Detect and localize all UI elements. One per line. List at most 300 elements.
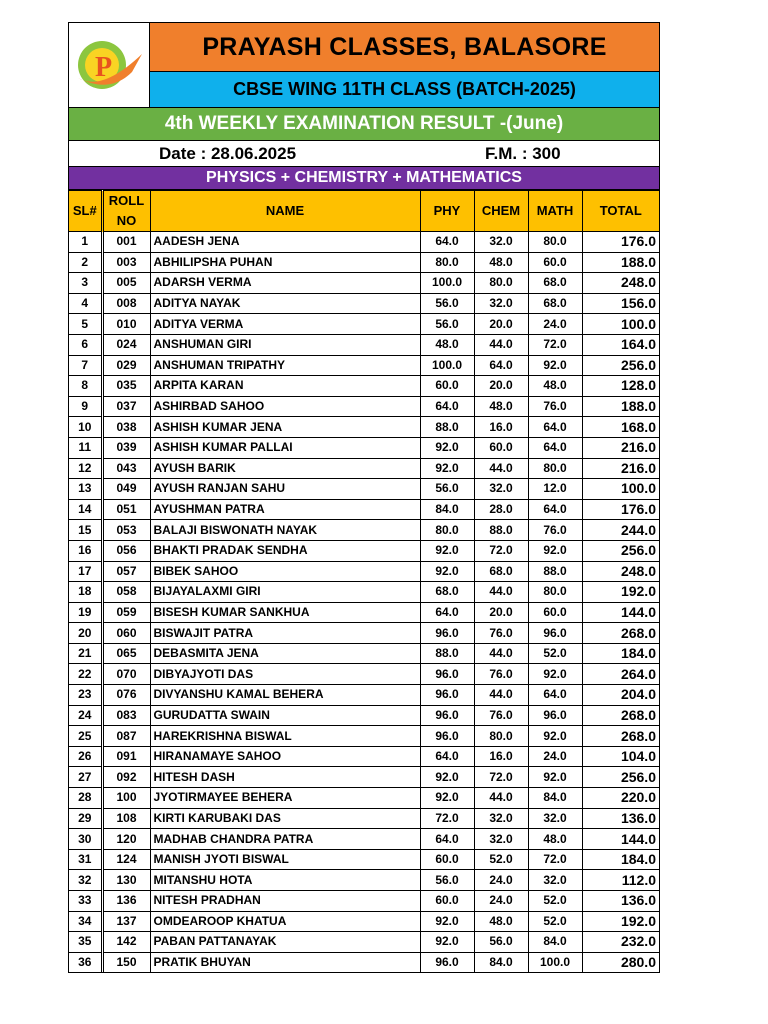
cell-math: 96.0 (528, 623, 582, 644)
table-row (69, 314, 659, 335)
cell-total: 244.0 (582, 520, 659, 541)
cell-roll: 076 (102, 685, 150, 706)
header-titles (150, 23, 659, 107)
table-row (69, 911, 659, 932)
cell-math: 24.0 (528, 314, 582, 335)
cell-chem: 44.0 (474, 582, 528, 603)
cell-roll: 059 (102, 602, 150, 623)
cell-chem: 44.0 (474, 685, 528, 706)
batch-title: CBSE WING 11TH CLASS (BATCH-2025) (150, 72, 659, 107)
table-row (69, 602, 659, 623)
col-math: MATH (528, 191, 582, 232)
cell-math: 48.0 (528, 829, 582, 850)
cell-total: 184.0 (582, 849, 659, 870)
table-row (69, 788, 659, 809)
cell-sl: 3 (69, 273, 102, 294)
cell-name: HIRANAMAYE SAHOO (150, 746, 420, 767)
cell-roll: 043 (102, 458, 150, 479)
cell-roll: 124 (102, 849, 150, 870)
cell-phy: 92.0 (420, 540, 474, 561)
table-row (69, 437, 659, 458)
cell-sl: 9 (69, 396, 102, 417)
cell-total: 184.0 (582, 643, 659, 664)
cell-chem: 32.0 (474, 293, 528, 314)
cell-math: 60.0 (528, 602, 582, 623)
cell-total: 136.0 (582, 891, 659, 912)
cell-sl: 8 (69, 376, 102, 397)
cell-roll: 037 (102, 396, 150, 417)
cell-phy: 60.0 (420, 849, 474, 870)
cell-phy: 84.0 (420, 499, 474, 520)
cell-chem: 20.0 (474, 602, 528, 623)
cell-name: GURUDATTA SWAIN (150, 705, 420, 726)
cell-phy: 92.0 (420, 767, 474, 788)
institute-title: PRAYASH CLASSES, BALASORE (150, 23, 659, 72)
cell-roll: 049 (102, 479, 150, 500)
cell-phy: 88.0 (420, 417, 474, 438)
cell-sl: 32 (69, 870, 102, 891)
cell-phy: 96.0 (420, 623, 474, 644)
cell-roll: 024 (102, 334, 150, 355)
cell-total: 176.0 (582, 232, 659, 253)
cell-name: DIVYANSHU KAMAL BEHERA (150, 685, 420, 706)
cell-chem: 80.0 (474, 273, 528, 294)
table-row (69, 540, 659, 561)
table-row (69, 952, 659, 972)
cell-name: BISESH KUMAR SANKHUA (150, 602, 420, 623)
cell-total: 204.0 (582, 685, 659, 706)
cell-total: 156.0 (582, 293, 659, 314)
cell-total: 164.0 (582, 334, 659, 355)
cell-total: 104.0 (582, 746, 659, 767)
cell-sl: 14 (69, 499, 102, 520)
cell-phy: 96.0 (420, 726, 474, 747)
cell-chem: 80.0 (474, 726, 528, 747)
subjects-title: PHYSICS + CHEMISTRY + MATHEMATICS (69, 167, 659, 190)
col-total: TOTAL (582, 191, 659, 232)
cell-chem: 68.0 (474, 561, 528, 582)
cell-total: 188.0 (582, 252, 659, 273)
cell-math: 76.0 (528, 520, 582, 541)
cell-phy: 96.0 (420, 685, 474, 706)
cell-sl: 20 (69, 623, 102, 644)
cell-sl: 29 (69, 808, 102, 829)
cell-total: 256.0 (582, 540, 659, 561)
cell-phy: 56.0 (420, 870, 474, 891)
cell-sl: 34 (69, 911, 102, 932)
cell-name: ANSHUMAN GIRI (150, 334, 420, 355)
cell-phy: 60.0 (420, 891, 474, 912)
cell-math: 92.0 (528, 664, 582, 685)
cell-phy: 92.0 (420, 561, 474, 582)
cell-chem: 88.0 (474, 520, 528, 541)
cell-phy: 92.0 (420, 932, 474, 953)
cell-roll: 057 (102, 561, 150, 582)
cell-math: 52.0 (528, 891, 582, 912)
cell-total: 192.0 (582, 582, 659, 603)
cell-roll: 130 (102, 870, 150, 891)
cell-roll: 070 (102, 664, 150, 685)
logo-cell (69, 23, 150, 107)
cell-roll: 150 (102, 952, 150, 972)
cell-name: AYUSH BARIK (150, 458, 420, 479)
cell-chem: 48.0 (474, 396, 528, 417)
cell-name: MANISH JYOTI BISWAL (150, 849, 420, 870)
result-rows (69, 232, 659, 973)
cell-chem: 48.0 (474, 252, 528, 273)
cell-chem: 44.0 (474, 458, 528, 479)
result-sheet (68, 22, 660, 973)
cell-chem: 20.0 (474, 376, 528, 397)
col-chem: CHEM (474, 191, 528, 232)
cell-phy: 100.0 (420, 355, 474, 376)
cell-total: 248.0 (582, 273, 659, 294)
cell-phy: 56.0 (420, 293, 474, 314)
cell-sl: 22 (69, 664, 102, 685)
table-row (69, 870, 659, 891)
table-row (69, 849, 659, 870)
table-row (69, 520, 659, 541)
cell-math: 84.0 (528, 788, 582, 809)
cell-roll: 060 (102, 623, 150, 644)
cell-roll: 137 (102, 911, 150, 932)
cell-chem: 32.0 (474, 808, 528, 829)
table-row (69, 808, 659, 829)
cell-sl: 19 (69, 602, 102, 623)
cell-total: 232.0 (582, 932, 659, 953)
cell-roll: 100 (102, 788, 150, 809)
cell-sl: 11 (69, 437, 102, 458)
cell-roll: 087 (102, 726, 150, 747)
cell-math: 72.0 (528, 334, 582, 355)
cell-math: 68.0 (528, 273, 582, 294)
cell-chem: 20.0 (474, 314, 528, 335)
cell-roll: 092 (102, 767, 150, 788)
cell-total: 256.0 (582, 355, 659, 376)
cell-roll: 065 (102, 643, 150, 664)
cell-chem: 32.0 (474, 232, 528, 253)
cell-phy: 96.0 (420, 664, 474, 685)
table-row (69, 396, 659, 417)
cell-roll: 035 (102, 376, 150, 397)
cell-phy: 92.0 (420, 437, 474, 458)
cell-phy: 80.0 (420, 252, 474, 273)
cell-sl: 28 (69, 788, 102, 809)
table-row (69, 932, 659, 953)
cell-total: 136.0 (582, 808, 659, 829)
cell-name: ASHISH KUMAR JENA (150, 417, 420, 438)
cell-total: 256.0 (582, 767, 659, 788)
cell-name: ADITYA NAYAK (150, 293, 420, 314)
cell-chem: 76.0 (474, 705, 528, 726)
cell-math: 32.0 (528, 808, 582, 829)
cell-math: 52.0 (528, 911, 582, 932)
cell-phy: 68.0 (420, 582, 474, 603)
cell-math: 92.0 (528, 767, 582, 788)
cell-name: HAREKRISHNA BISWAL (150, 726, 420, 747)
cell-roll: 091 (102, 746, 150, 767)
cell-phy: 60.0 (420, 376, 474, 397)
table-row (69, 232, 659, 253)
cell-phy: 72.0 (420, 808, 474, 829)
cell-roll: 029 (102, 355, 150, 376)
cell-total: 268.0 (582, 726, 659, 747)
cell-name: ARPITA KARAN (150, 376, 420, 397)
cell-roll: 008 (102, 293, 150, 314)
cell-name: BIBEK SAHOO (150, 561, 420, 582)
cell-name: AYUSHMAN PATRA (150, 499, 420, 520)
cell-math: 80.0 (528, 582, 582, 603)
cell-chem: 72.0 (474, 540, 528, 561)
cell-math: 64.0 (528, 437, 582, 458)
table-row (69, 726, 659, 747)
cell-math: 92.0 (528, 540, 582, 561)
cell-roll: 005 (102, 273, 150, 294)
cell-name: ADARSH VERMA (150, 273, 420, 294)
table-row (69, 293, 659, 314)
cell-phy: 56.0 (420, 314, 474, 335)
cell-name: PABAN PATTANAYAK (150, 932, 420, 953)
cell-total: 248.0 (582, 561, 659, 582)
cell-math: 60.0 (528, 252, 582, 273)
cell-chem: 44.0 (474, 334, 528, 355)
exam-title: 4th WEEKLY EXAMINATION RESULT -(June) (69, 107, 659, 141)
exam-date: Date : 28.06.2025 (159, 144, 297, 163)
col-name: NAME (150, 191, 420, 232)
cell-sl: 33 (69, 891, 102, 912)
table-row (69, 664, 659, 685)
cell-name: HITESH DASH (150, 767, 420, 788)
cell-name: OMDEAROOP KHATUA (150, 911, 420, 932)
logo-letter: P (95, 52, 113, 83)
table-row (69, 746, 659, 767)
cell-name: ASHISH KUMAR PALLAI (150, 437, 420, 458)
cell-chem: 24.0 (474, 870, 528, 891)
cell-name: ADITYA VERMA (150, 314, 420, 335)
table-row (69, 561, 659, 582)
cell-total: 216.0 (582, 437, 659, 458)
cell-sl: 24 (69, 705, 102, 726)
column-header-row (69, 191, 659, 232)
cell-phy: 88.0 (420, 643, 474, 664)
cell-chem: 32.0 (474, 829, 528, 850)
cell-sl: 6 (69, 334, 102, 355)
cell-math: 48.0 (528, 376, 582, 397)
cell-chem: 64.0 (474, 355, 528, 376)
cell-math: 92.0 (528, 355, 582, 376)
cell-roll: 142 (102, 932, 150, 953)
cell-name: BIJAYALAXMI GIRI (150, 582, 420, 603)
cell-total: 268.0 (582, 623, 659, 644)
table-row (69, 705, 659, 726)
cell-sl: 13 (69, 479, 102, 500)
table-row (69, 623, 659, 644)
cell-roll: 108 (102, 808, 150, 829)
cell-math: 92.0 (528, 726, 582, 747)
table-row (69, 417, 659, 438)
cell-total: 176.0 (582, 499, 659, 520)
cell-math: 64.0 (528, 499, 582, 520)
table-row (69, 355, 659, 376)
cell-roll: 120 (102, 829, 150, 850)
table-row (69, 499, 659, 520)
cell-sl: 17 (69, 561, 102, 582)
cell-sl: 31 (69, 849, 102, 870)
table-row (69, 334, 659, 355)
cell-total: 100.0 (582, 314, 659, 335)
cell-roll: 038 (102, 417, 150, 438)
cell-math: 72.0 (528, 849, 582, 870)
cell-name: ANSHUMAN TRIPATHY (150, 355, 420, 376)
cell-sl: 5 (69, 314, 102, 335)
cell-sl: 16 (69, 540, 102, 561)
cell-name: BALAJI BISWONATH NAYAK (150, 520, 420, 541)
col-roll-line1: ROLL (108, 193, 145, 208)
cell-sl: 21 (69, 643, 102, 664)
cell-total: 220.0 (582, 788, 659, 809)
cell-roll: 001 (102, 232, 150, 253)
cell-sl: 12 (69, 458, 102, 479)
table-row (69, 582, 659, 603)
cell-roll: 051 (102, 499, 150, 520)
cell-math: 52.0 (528, 643, 582, 664)
cell-phy: 64.0 (420, 746, 474, 767)
cell-sl: 36 (69, 952, 102, 972)
cell-roll: 053 (102, 520, 150, 541)
cell-math: 96.0 (528, 705, 582, 726)
table-row (69, 458, 659, 479)
cell-name: AADESH JENA (150, 232, 420, 253)
cell-name: MITANSHU HOTA (150, 870, 420, 891)
cell-name: DIBYAJYOTI DAS (150, 664, 420, 685)
table-row (69, 643, 659, 664)
table-row (69, 767, 659, 788)
cell-sl: 7 (69, 355, 102, 376)
cell-roll: 136 (102, 891, 150, 912)
col-phy: PHY (420, 191, 474, 232)
cell-name: KIRTI KARUBAKI DAS (150, 808, 420, 829)
cell-total: 280.0 (582, 952, 659, 972)
cell-sl: 18 (69, 582, 102, 603)
cell-phy: 96.0 (420, 705, 474, 726)
cell-phy: 64.0 (420, 232, 474, 253)
cell-chem: 32.0 (474, 479, 528, 500)
cell-name: DEBASMITA JENA (150, 643, 420, 664)
cell-chem: 44.0 (474, 643, 528, 664)
cell-name: BHAKTI PRADAK SENDHA (150, 540, 420, 561)
table-row (69, 685, 659, 706)
cell-total: 144.0 (582, 829, 659, 850)
cell-phy: 92.0 (420, 911, 474, 932)
cell-math: 68.0 (528, 293, 582, 314)
cell-chem: 28.0 (474, 499, 528, 520)
cell-phy: 96.0 (420, 952, 474, 972)
cell-name: ASHIRBAD SAHOO (150, 396, 420, 417)
cell-total: 264.0 (582, 664, 659, 685)
cell-chem: 52.0 (474, 849, 528, 870)
cell-sl: 2 (69, 252, 102, 273)
cell-math: 64.0 (528, 685, 582, 706)
cell-math: 64.0 (528, 417, 582, 438)
cell-sl: 10 (69, 417, 102, 438)
cell-sl: 4 (69, 293, 102, 314)
cell-name: JYOTIRMAYEE BEHERA (150, 788, 420, 809)
table-row (69, 376, 659, 397)
cell-chem: 72.0 (474, 767, 528, 788)
cell-math: 32.0 (528, 870, 582, 891)
cell-chem: 16.0 (474, 417, 528, 438)
cell-math: 88.0 (528, 561, 582, 582)
cell-chem: 24.0 (474, 891, 528, 912)
cell-chem: 76.0 (474, 623, 528, 644)
cell-total: 100.0 (582, 479, 659, 500)
cell-sl: 15 (69, 520, 102, 541)
col-sl: SL# (69, 191, 102, 232)
col-roll-line2: NO (116, 213, 137, 228)
cell-total: 216.0 (582, 458, 659, 479)
date-row (69, 141, 659, 167)
cell-sl: 27 (69, 767, 102, 788)
cell-roll: 039 (102, 437, 150, 458)
cell-name: PRATIK BHUYAN (150, 952, 420, 972)
cell-name: MADHAB CHANDRA PATRA (150, 829, 420, 850)
cell-sl: 25 (69, 726, 102, 747)
cell-phy: 100.0 (420, 273, 474, 294)
cell-name: BISWAJIT PATRA (150, 623, 420, 644)
table-row (69, 479, 659, 500)
prayash-logo-icon (72, 34, 146, 96)
cell-chem: 44.0 (474, 788, 528, 809)
cell-phy: 92.0 (420, 788, 474, 809)
cell-name: ABHILIPSHA PUHAN (150, 252, 420, 273)
cell-chem: 60.0 (474, 437, 528, 458)
table-row (69, 891, 659, 912)
cell-phy: 48.0 (420, 334, 474, 355)
cell-phy: 64.0 (420, 829, 474, 850)
cell-sl: 23 (69, 685, 102, 706)
cell-chem: 76.0 (474, 664, 528, 685)
cell-sl: 1 (69, 232, 102, 253)
cell-sl: 35 (69, 932, 102, 953)
result-table (69, 190, 659, 972)
cell-total: 192.0 (582, 911, 659, 932)
cell-total: 188.0 (582, 396, 659, 417)
cell-math: 80.0 (528, 232, 582, 253)
cell-total: 168.0 (582, 417, 659, 438)
cell-name: AYUSH RANJAN SAHU (150, 479, 420, 500)
cell-roll: 010 (102, 314, 150, 335)
table-row (69, 252, 659, 273)
cell-roll: 056 (102, 540, 150, 561)
cell-chem: 84.0 (474, 952, 528, 972)
cell-math: 76.0 (528, 396, 582, 417)
cell-chem: 16.0 (474, 746, 528, 767)
cell-name: NITESH PRADHAN (150, 891, 420, 912)
table-row (69, 829, 659, 850)
full-marks: F.M. : 300 (485, 144, 561, 163)
cell-math: 24.0 (528, 746, 582, 767)
cell-chem: 56.0 (474, 932, 528, 953)
cell-phy: 80.0 (420, 520, 474, 541)
cell-total: 112.0 (582, 870, 659, 891)
cell-math: 12.0 (528, 479, 582, 500)
cell-math: 80.0 (528, 458, 582, 479)
cell-roll: 083 (102, 705, 150, 726)
header-block (69, 23, 659, 107)
cell-math: 100.0 (528, 952, 582, 972)
cell-phy: 64.0 (420, 602, 474, 623)
cell-chem: 48.0 (474, 911, 528, 932)
